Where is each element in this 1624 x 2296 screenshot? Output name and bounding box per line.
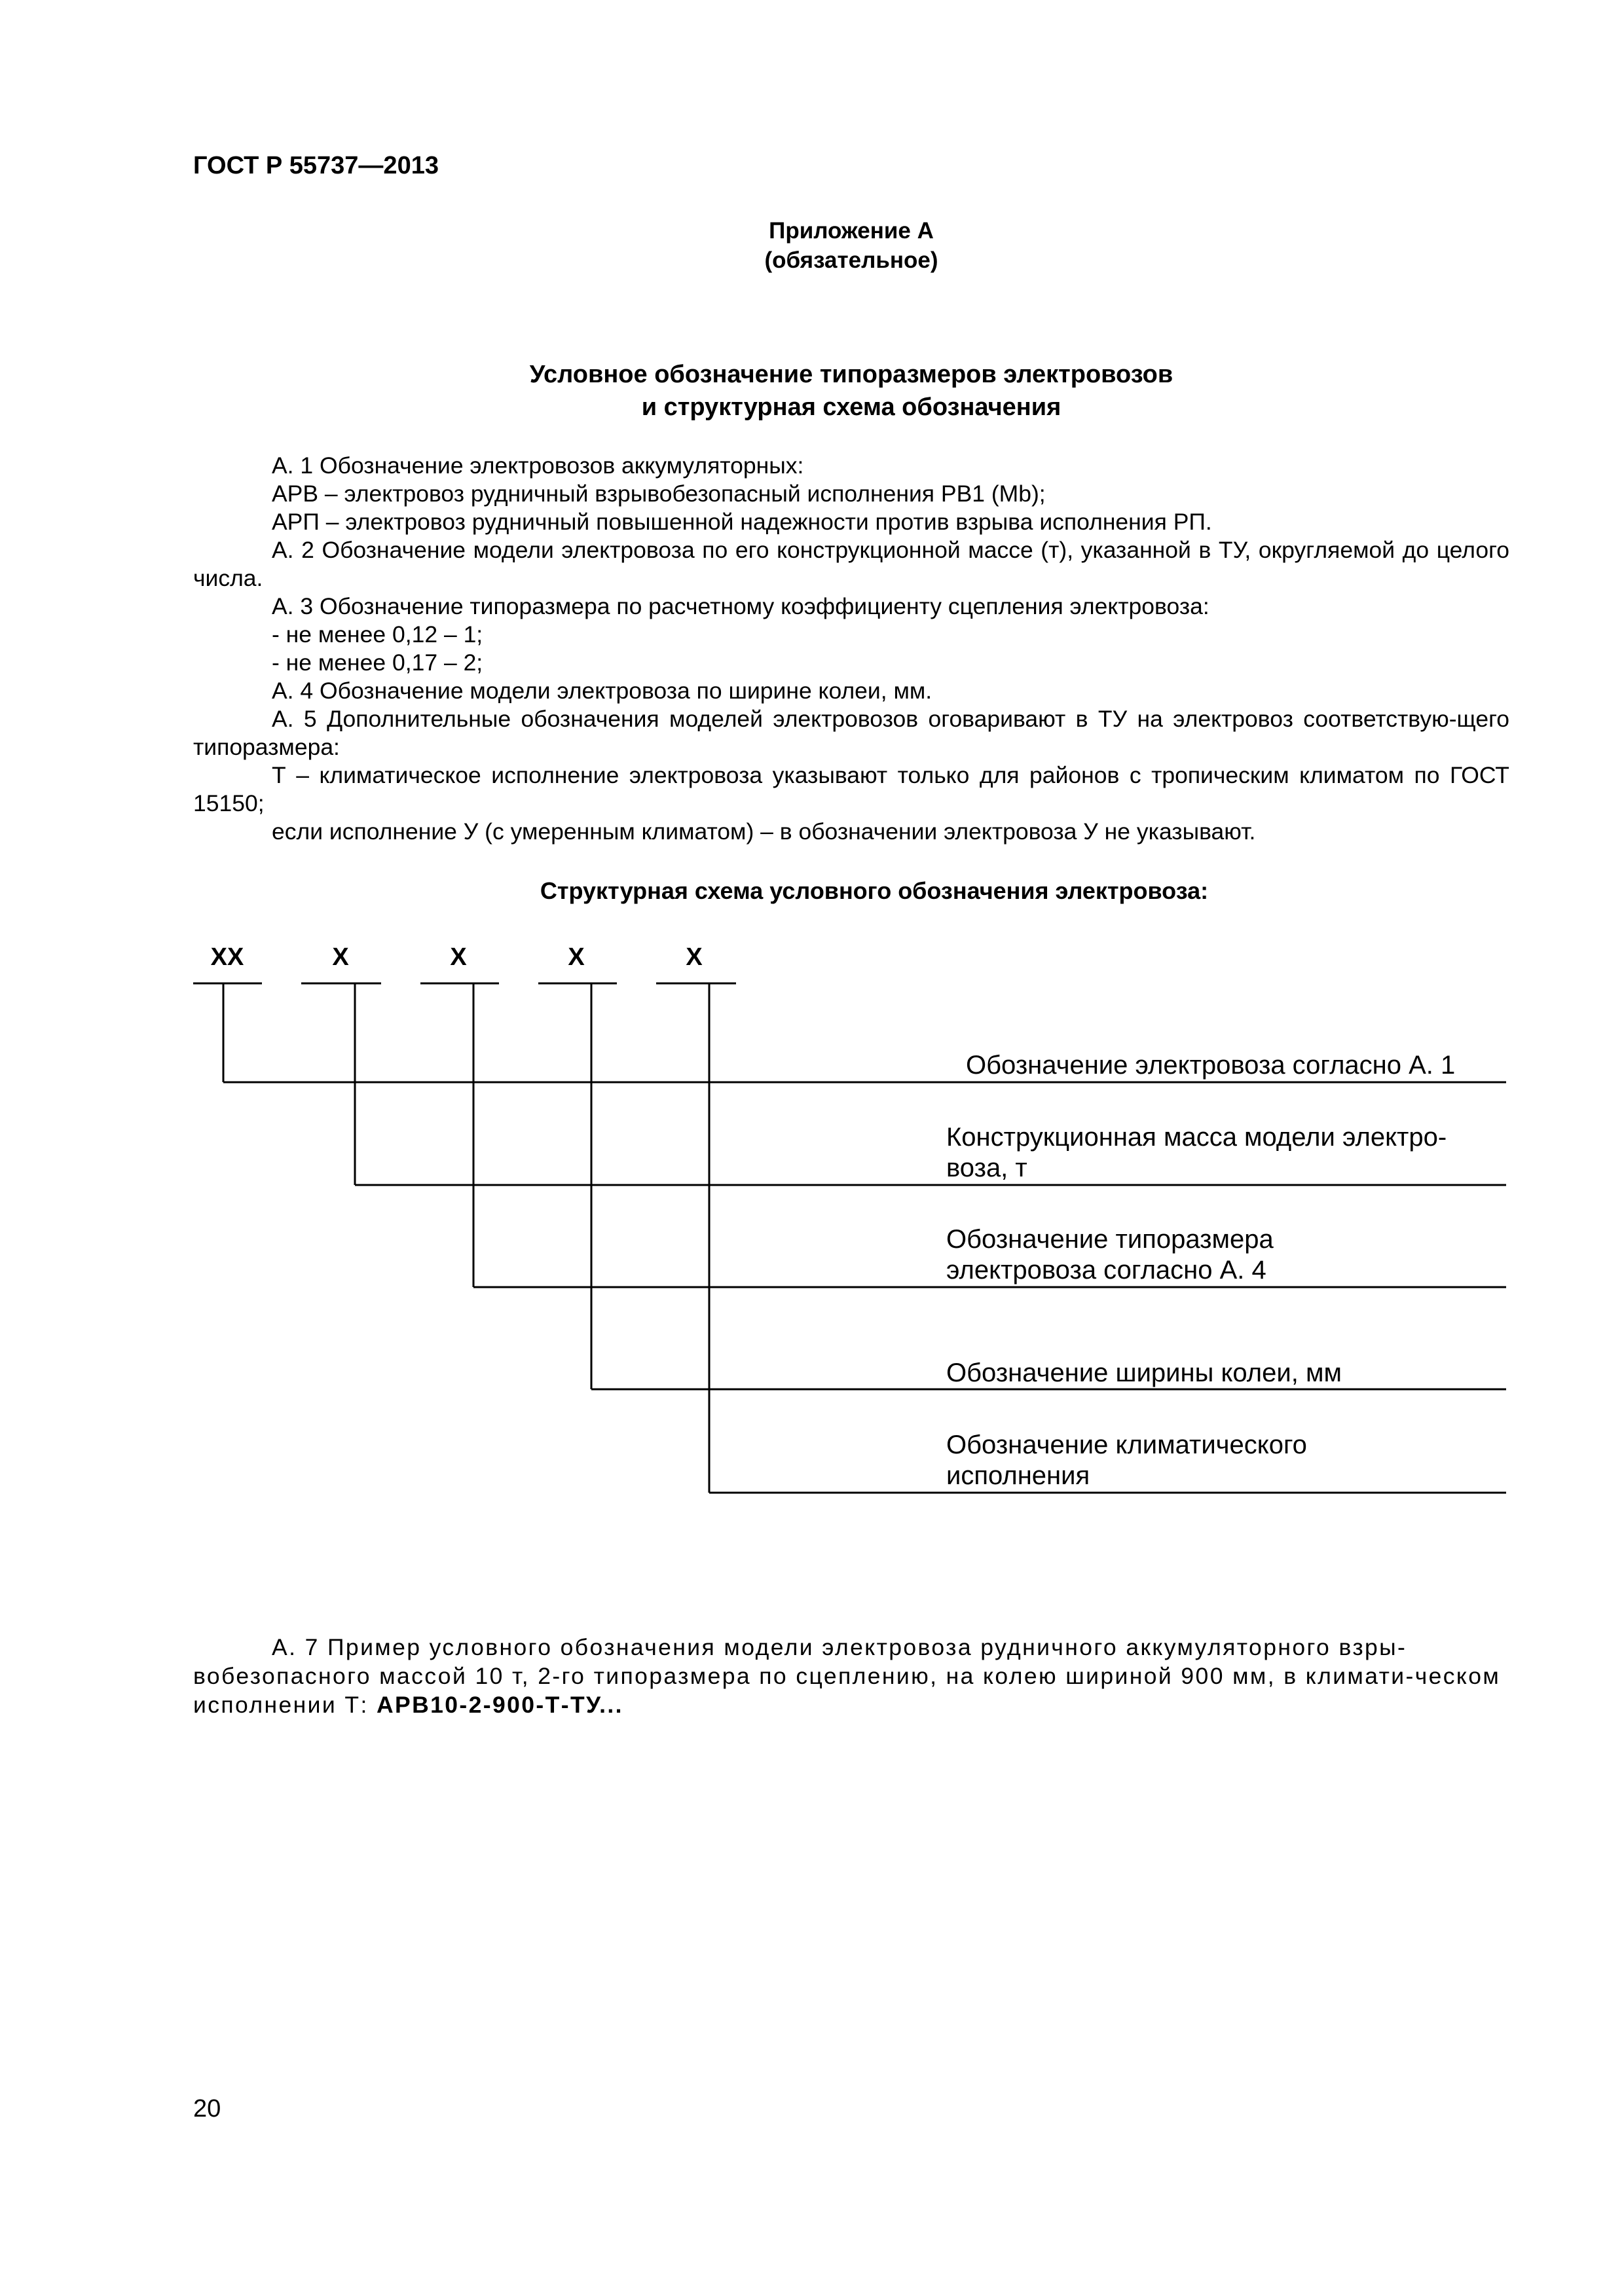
- page-number: 20: [193, 2095, 221, 2123]
- position-marker: ХХ: [210, 943, 244, 971]
- schema-label-size: Обозначение типоразмера: [946, 1225, 1274, 1254]
- example-paragraph: [193, 1633, 1509, 1719]
- schema-label-mass: Конструкционная масса модели электро-: [946, 1123, 1447, 1152]
- example-code: АРВ10-2-900-Т-ТУ...: [376, 1692, 623, 1718]
- paragraph-coef-2: - не менее 0,17 – 2;: [272, 649, 483, 676]
- position-marker: Х: [686, 943, 703, 971]
- paragraph-climate-t: Т – климатическое исполнение электровоза указывают только для районов с тропическим климатом по ГОСТ 15150;: [193, 762, 1509, 816]
- schema-label-size: электровоза согласно А. 4: [946, 1256, 1266, 1285]
- section-title-line2: и структурная схема обозначения: [641, 393, 1061, 421]
- section-title-line1: Условное обозначение типоразмеров электровозов: [529, 361, 1173, 388]
- paragraph-a3: А. 3 Обозначение типоразмера по расчетному коэффициенту сцепления электровоза:: [272, 593, 1209, 619]
- schema-heading: Структурная схема условного обозначения электровоза:: [540, 877, 1209, 904]
- position-marker: Х: [450, 943, 467, 971]
- paragraph-a1: А. 1 Обозначение электровозов аккумуляторных:: [272, 452, 804, 479]
- schema-label-designation: Обозначение электровоза согласно А. 1: [966, 1051, 1456, 1080]
- example-text: А. 7 Пример условного обозначения модели электровоза рудничного аккумуляторного взры-вобезопасного массой 10 т, 2-го типоразмера по сцеплению, на колею шириной 900 мм, в климати-ческом исполнении Т:: [193, 1634, 1501, 1718]
- schema-label-mass: воза, т: [946, 1154, 1027, 1182]
- paragraph-climate-u: если исполнение У (с умеренным климатом) – в обозначении электровоза У не указывают.: [272, 818, 1256, 845]
- appendix-status: (обязательное): [764, 247, 938, 273]
- paragraph-a4: А. 4 Обозначение модели электровоза по ширине колеи, мм.: [272, 678, 932, 704]
- paragraph-arp: АРП – электровоз рудничный повышенной надежности против взрыва исполнения РП.: [272, 509, 1212, 535]
- schema-label-gauge: Обозначение ширины колеи, мм: [946, 1358, 1342, 1387]
- schema-label-climate: Обозначение климатического: [946, 1430, 1307, 1459]
- paragraph-coef-1: - не менее 0,12 – 1;: [272, 621, 483, 647]
- schema-label-climate: исполнения: [946, 1461, 1090, 1490]
- appendix-label: Приложение А: [769, 218, 934, 244]
- position-marker: Х: [332, 943, 349, 971]
- paragraph-a5: А. 5 Дополнительные обозначения моделей электровозов оговаривают в ТУ на электровоз соответствую-щего типоразмера:: [193, 706, 1509, 760]
- paragraph-a2: А. 2 Обозначение модели электровоза по его конструкционной массе (т), указанной в ТУ, округляемой до целого числа.: [193, 537, 1509, 591]
- position-marker: Х: [568, 943, 585, 971]
- paragraph-arv: АРВ – электровоз рудничный взрывобезопасный исполнения РВ1 (Mb);: [272, 481, 1046, 507]
- standard-code: ГОСТ Р 55737—2013: [193, 152, 439, 179]
